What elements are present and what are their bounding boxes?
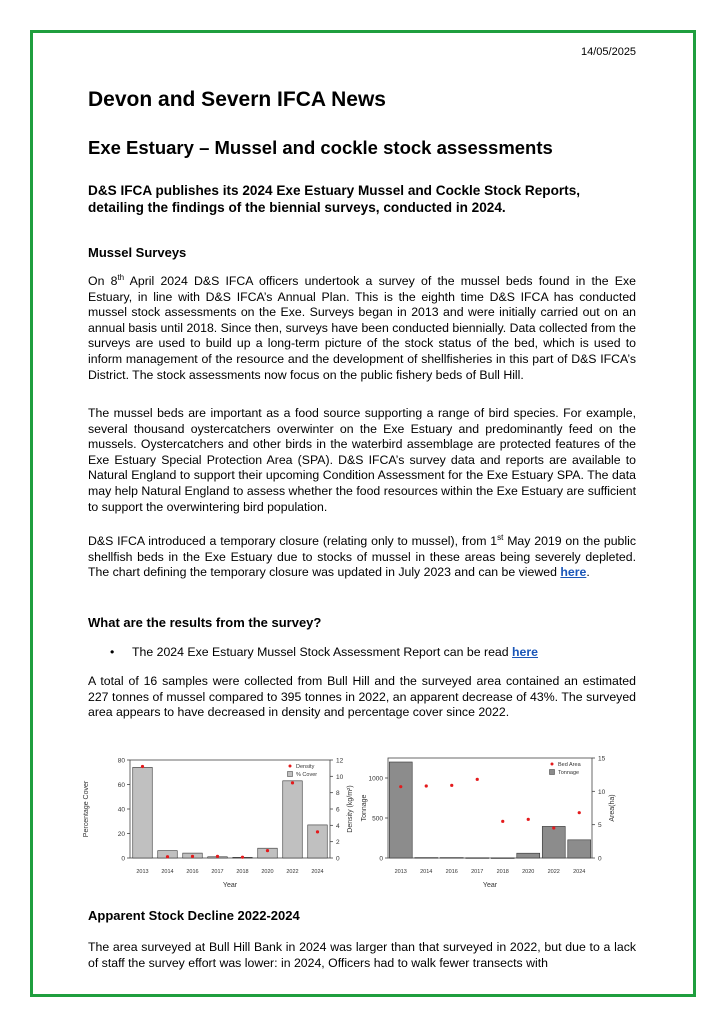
bar: [415, 858, 438, 859]
y2-tick-label: 4: [336, 822, 340, 830]
x-tick-label: 2024: [573, 869, 586, 875]
mussel-surveys-heading: Mussel Surveys: [88, 245, 187, 260]
tonnage-area-chart-svg: [358, 752, 628, 892]
x-tick-label: 2018: [236, 869, 249, 875]
data-point: [425, 784, 428, 787]
y2-tick-label: 2: [336, 839, 340, 847]
paragraph-bird-importance: The mussel beds are important as a food source supporting a range of bird species. For example, several thousand oystercatchers overwinter on the Exe Estuary and predominantly feed on the mussels. Oystercatchers and other birds in the waterbird assemblage are protected features of the Exe Estuary Special Protection Area (SPA). D&S IFCA’s survey data and reports are available to Natural England to support their upcoming Condition Assessment for the Exe Estuary SPA. The data may help Natural England to assess whether the food resources within the Exe Estuary are sufficient to support the overwintering bird population.: [88, 406, 636, 514]
paragraph-results: A total of 16 samples were collected from Bull Hill and the surveyed area contained an estimated 227 tonnes of mussel compared to 395 tonnes in 2022, an apparent decrease of 43%. The surveyed area appears to have decreased in density and percentage cover since 2022.: [88, 674, 636, 720]
y-axis-label: Tonnage: [361, 794, 368, 822]
x-tick-label: 2013: [136, 869, 149, 875]
x-tick-label: 2017: [211, 869, 224, 875]
cover-density-chart-svg: [70, 752, 360, 892]
bar: [466, 858, 489, 859]
y2-tick-label: 8: [336, 790, 340, 798]
data-point: [450, 784, 453, 787]
data-point: [291, 781, 294, 784]
x-tick-label: 2017: [471, 869, 484, 875]
bullet-icon: •: [110, 645, 115, 659]
x-tick-label: 2020: [261, 869, 274, 875]
data-point: [241, 856, 244, 859]
paragraph-survey-intro: On 8th April 2024 D&S IFCA officers undertook a survey of the mussel beds found in the Exe Estuary, in line with D&S IFCA’s Annual Plan. This is the eighth time D&S IFCA has conducted mussel stock assessments on the Exe. Surveys began in 2013 and were initially carried out on an annual basis until 2018. Since then, surveys have been conducted biennially. Data collected from the surveys are used to build up a long-term picture of the stock status of the bed, which is used to inform management of the resource and the development of shellfisheries in this part of D&S IFCA’s District. The stock assessments now focus on the public fishery beds of Bull Hill.: [88, 272, 637, 382]
data-point: [527, 818, 530, 821]
x-tick-label: 2020: [522, 869, 535, 875]
x-tick-label: 2016: [445, 869, 458, 875]
y2-tick-label: 12: [336, 757, 344, 765]
report-link[interactable]: here: [512, 645, 539, 659]
data-point: [191, 855, 194, 858]
y-tick-label: 0: [121, 855, 125, 863]
y-tick-label: 0: [379, 855, 383, 863]
x-tick-label: 2024: [311, 869, 324, 875]
bar: [542, 826, 565, 858]
legend-marker: [551, 763, 554, 766]
data-point: [166, 855, 169, 858]
data-point: [399, 785, 402, 788]
closure-chart-link[interactable]: here: [560, 565, 587, 580]
lead-paragraph: D&S IFCA publishes its 2024 Exe Estuary Mussel and Cockle Stock Reports, detailing the findings of the biennial surveys, conducted in 2024.: [88, 183, 581, 215]
y-tick-label: 60: [117, 782, 125, 789]
x-tick-label: 2022: [547, 869, 560, 875]
bar: [308, 825, 328, 858]
bar: [389, 762, 412, 858]
data-point: [216, 855, 219, 858]
legend-label: Bed Area: [558, 762, 581, 768]
x-tick-label: 2022: [286, 869, 299, 875]
data-point: [141, 765, 144, 768]
legend-marker: [288, 772, 293, 777]
legend-label: Density: [296, 764, 315, 770]
x-tick-label: 2014: [161, 869, 174, 875]
x-axis-label: Year: [222, 882, 238, 889]
y2-axis-label: Area(ha): [609, 794, 616, 822]
chart-tonnage-area: [358, 752, 628, 897]
y2-tick-label: 15: [598, 755, 606, 763]
y-tick-label: 1000: [368, 775, 383, 783]
y2-tick-label: 10: [336, 773, 344, 781]
legend-marker: [289, 765, 292, 768]
y2-tick-label: 0: [336, 855, 340, 863]
y-tick-label: 500: [372, 815, 383, 823]
y2-tick-label: 0: [598, 855, 602, 863]
x-tick-label: 2013: [394, 869, 407, 875]
x-tick-label: 2014: [420, 869, 433, 875]
data-point: [266, 849, 269, 852]
results-heading: What are the results from the survey?: [88, 615, 322, 630]
data-point: [316, 830, 319, 833]
y-tick-label: 80: [117, 757, 125, 765]
bar: [283, 781, 303, 858]
legend-marker: [550, 770, 555, 775]
data-point: [476, 778, 479, 781]
bar: [517, 853, 540, 858]
y2-tick-label: 10: [598, 788, 606, 796]
page-title: Devon and Severn IFCA News: [88, 88, 386, 111]
legend-label: % Cover: [296, 772, 318, 778]
chart-cover-density: [70, 752, 360, 897]
bar: [133, 767, 153, 858]
y-tick-label: 20: [117, 831, 125, 838]
y2-tick-label: 6: [336, 806, 340, 814]
stock-decline-heading: Apparent Stock Decline 2022-2024: [88, 908, 300, 923]
data-point: [552, 826, 555, 829]
bar: [568, 840, 591, 858]
y-tick-label: 40: [117, 806, 125, 814]
y2-tick-label: 5: [598, 822, 602, 830]
data-point: [578, 811, 581, 814]
paragraph-stock-decline: The area surveyed at Bull Hill Bank in 2024 was larger than that surveyed in 2022, but due to a lack of staff the survey effort was lower: in 2024, Officers had to walk fewer transects with: [88, 940, 636, 970]
x-tick-label: 2018: [496, 869, 509, 875]
y-axis-label: Percentage Cover: [83, 780, 90, 838]
date: 14/05/2025: [581, 46, 637, 58]
legend-label: Tonnage: [558, 770, 580, 776]
bar: [491, 858, 514, 859]
y2-axis-label: Density (kg/m²): [347, 785, 354, 833]
x-tick-label: 2016: [186, 869, 199, 875]
paragraph-temporary-closure: D&S IFCA introduced a temporary closure (relating only to mussel), from 1st May 2019 on the public shellfish beds in the Exe Estuary due to stocks of mussel in these areas being severely depleted. The chart defining the temporary closure was updated in July 2023 and can be viewed here.: [88, 532, 636, 580]
bar: [440, 858, 463, 859]
x-axis-label: Year: [482, 882, 498, 889]
article-title: Exe Estuary – Mussel and cockle stock assessments: [88, 137, 553, 158]
data-point: [501, 820, 504, 823]
